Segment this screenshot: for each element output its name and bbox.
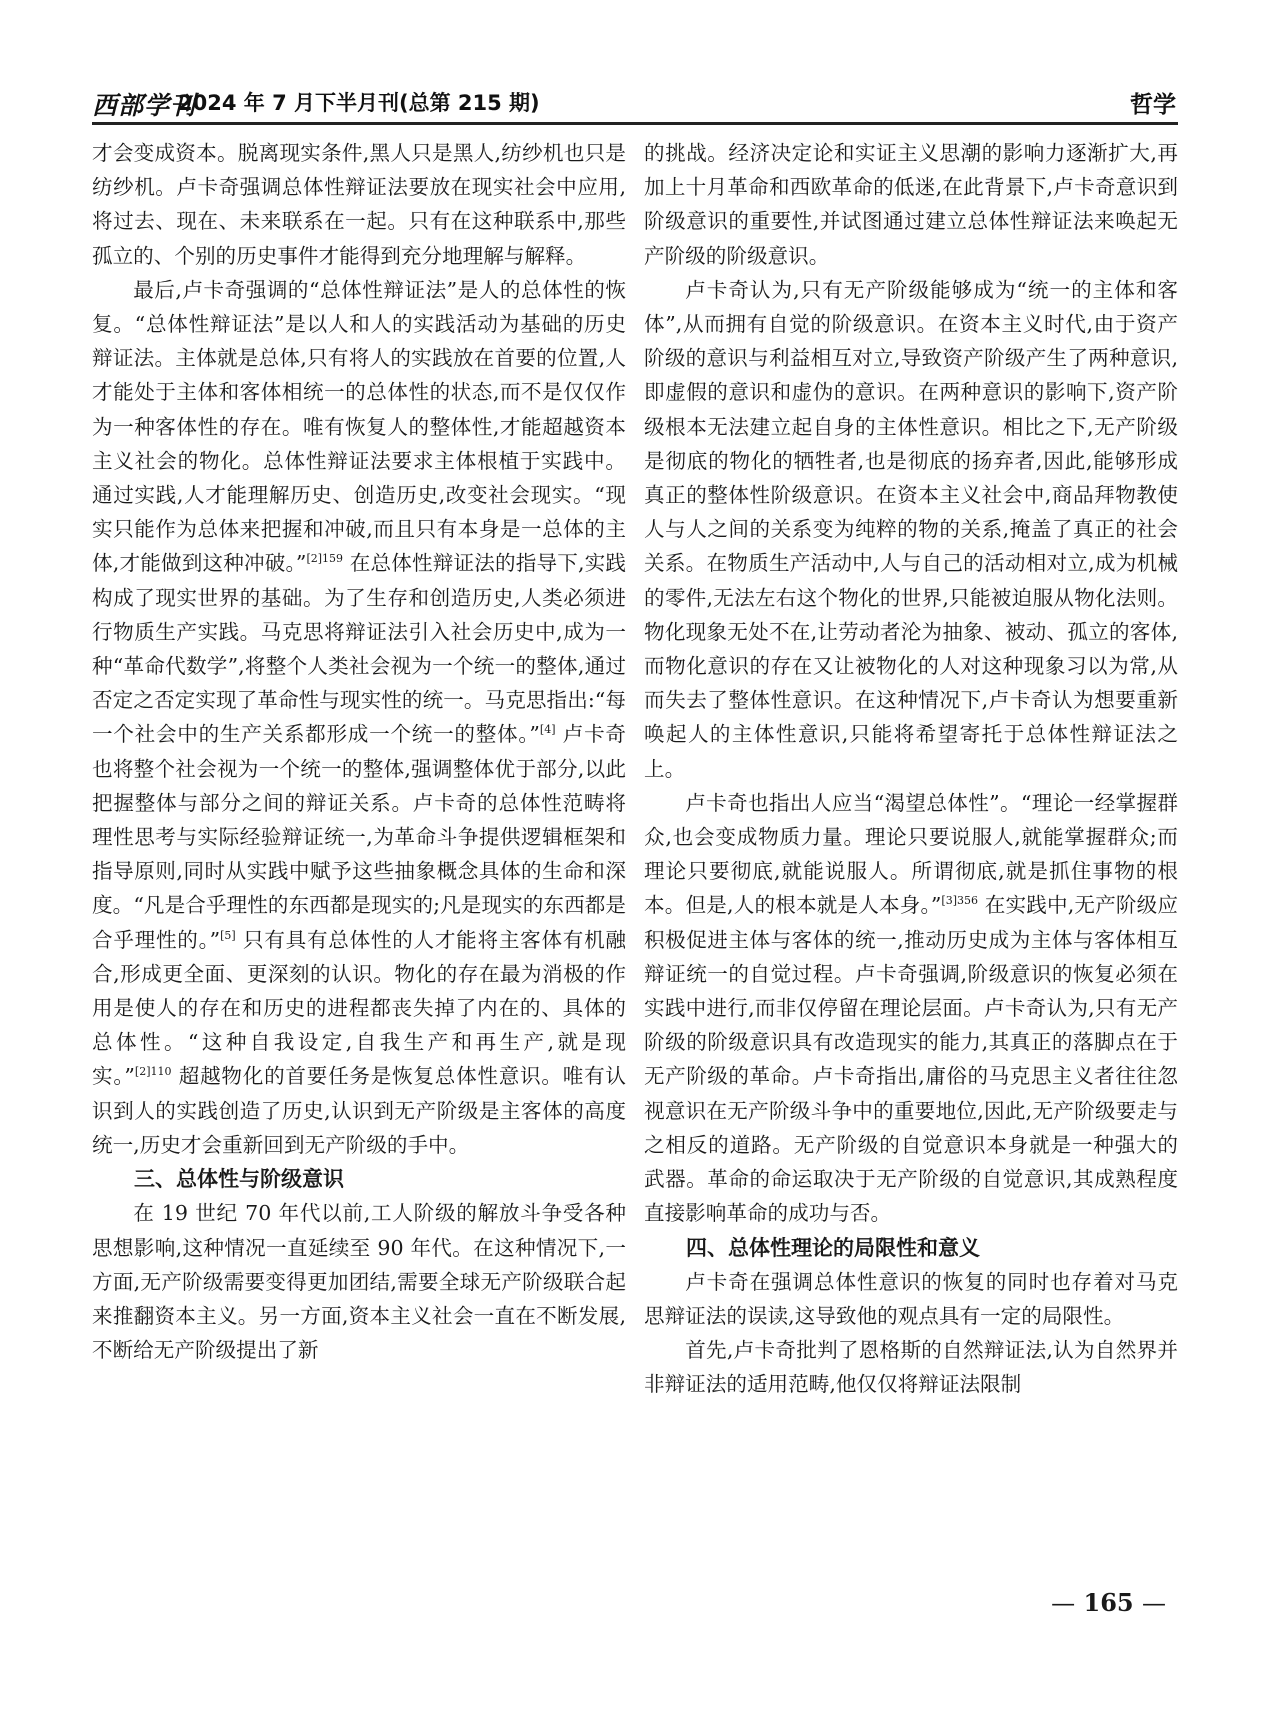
paragraph [644, 786, 1178, 1231]
issue-info: 2024 年 7 月下半月刊(总第 215 期) [178, 91, 540, 115]
journal-logo: 西部学刊 [92, 91, 197, 120]
paragraph: 的挑战。经济决定论和实证主义思潮的影响力逐渐扩大,再加上十月革命和西欧革命的低迷,在此背景下,卢卡奇意识到阶级意识的重要性,并试图通过建立总体性辩证法来唤起无产阶级的阶级意识。 [644, 141, 1178, 268]
paragraph: 才会变成资本。脱离现实条件,黑人只是黑人,纺纱机也只是纺纱机。卢卡奇强调总体性辩证法要放在现实社会中应用,将过去、现在、未来联系在一起。只有在这种联系中,那些孤立的、个别的历史事件才能得到充分地理解与解释。 [92, 141, 626, 268]
header-rule [92, 122, 1178, 125]
paragraph-text: 在实践中,无产阶级应积极促进主体与客体的统一,推动历史成为主体与客体相互辩证统一的自觉过程。卢卡奇强调,阶级意识的恢复必须在实践中进行,而非仅停留在理论层面。卢卡奇认为,只有无产阶级的阶级意识具有改造现实的能力,其真正的落脚点在于无产阶级的革命。卢卡奇指出,庸俗的马克思主义者往往忽视意识在无产阶级斗争中的重要地位,因此,无产阶级要走与之相反的道路。无产阶级的自觉意识本身就是一种强大的武器。革命的命运取决于无产阶级的自觉意识,其成熟程度直接影响革命的成功与否。 [644, 893, 1178, 1226]
citation-ref: [5] [220, 928, 236, 942]
section-heading: 三、总体性与阶级意识 [134, 1167, 344, 1192]
paragraph-text: 卢卡奇也将整个社会视为一个统一的整体,强调整体优于部分,以此把握整体与部分之间的辩证关系。卢卡奇的总体性范畴将理性思考与实际经验辩证统一,为革命斗争提供逻辑框架和指导原则,同时从实践中赋予这些抽象概念具体的生命和深度。“凡是合乎理性的东西都是现实的;凡是现实的东西都是合乎理性的。” [92, 722, 626, 952]
citation-ref: [2]159 [306, 552, 344, 566]
right-column [644, 136, 1178, 1402]
paragraph-text: 最后,卢卡奇强调的“总体性辩证法”是人的总体性的恢复。“总体性辩证法”是以人和人的实践活动为基础的历史辩证法。主体就是总体,只有将人的实践放在首要的位置,人才能处于主体和客体相统一的总体性的状态,而不是仅仅作为一种客体性的存在。唯有恢复人的整体性,才能超越资本主义社会的物化。总体性辩证法要求主体根植于实践中。通过实践,人才能理解历史、创造历史,改变社会现实。“现实只能作为总体来把握和冲破,而且只有本身是一总体的主体,才能做到这种冲破。” [92, 277, 626, 576]
paragraph: 首先,卢卡奇批判了恩格斯的自然辩证法,认为自然界并非辩证法的适用范畴,他仅仅将辩证法限制 [644, 1338, 1178, 1397]
citation-ref: [4] [539, 723, 556, 737]
paragraph-text: 卢卡奇也指出人应当“渴望总体性”。“理论一经掌握群众,也会变成物质力量。理论只要说服人,就能掌握群众;而理论只要彻底,就能说服人。所谓彻底,就是抓住事物的根本。但是,人的根本就是人本身。” [644, 790, 1178, 918]
section-name: 哲学 [1130, 92, 1176, 118]
left-column [92, 136, 626, 1367]
page-number [1051, 1588, 1166, 1617]
paragraph: 卢卡奇认为,只有无产阶级能够成为“统一的主体和客体”,从而拥有自觉的阶级意识。在资本主义时代,由于资产阶级的意识与利益相互对立,导致资产阶级产生了两种意识,即虚假的意识和虚伪的意识。在两种意识的影响下,资产阶级根本无法建立起自身的主体性意识。相比之下,无产阶级是彻底的物化的牺牲者,也是彻底的扬弃者,因此,能够形成真正的整体性阶级意识。在资本主义社会中,商品拜物教使人与人之间的关系变为纯粹的物的关系,掩盖了真正的社会关系。在物质生产活动中,人与自己的活动相对立,成为机械的零件,无法左右这个物化的世界,只能被迫服从物化法则。物化现象无处不在,让劳动者沦为抽象、被动、孤立的客体,而物化意识的存在又让被物化的人对这种现象习以为常,从而失去了整体性意识。在这种情况下,卢卡奇认为想要重新唤起人的主体性意识,只能将希望寄托于总体性辩证法之上。 [644, 277, 1178, 781]
running-header [92, 84, 1178, 120]
paragraph: 卢卡奇在强调总体性意识的恢复的同时也存着对马克思辩证法的误读,这导致他的观点具有一定的局限性。 [644, 1269, 1178, 1328]
paragraph-text: 在总体性辩证法的指导下,实践构成了现实世界的基础。为了生存和创造历史,人类必须进行物质生产实践。马克思将辩证法引入社会历史中,成为一种“革命代数学”,将整个人类社会视为一个统一的整体,通过否定之否定实现了革命性与现实性的统一。马克思指出:“每一个社会中的生产关系都形成一个统一的整体。” [92, 551, 627, 747]
section-heading: 四、总体性理论的局限性和意义 [686, 1235, 980, 1260]
paragraph-text: 超越物化的首要任务是恢复总体性意识。唯有认识到人的实践创造了历史,认识到无产阶级是主客体的高度统一,历史才会重新回到无产阶级的手中。 [92, 1064, 627, 1157]
citation-ref: [3]356 [941, 894, 978, 908]
paragraph: 在 19 世纪 70 年代以前,工人阶级的解放斗争受各种思想影响,这种情况一直延续至 90 年代。在这种情况下,一方面,无产阶级需要变得更加团结,需要全球无产阶级联合起来推翻资本主义。另一方面,资本主义社会一直在不断发展,不断给无产阶级提出了新 [92, 1201, 626, 1363]
page-number-dash: — [1142, 1589, 1166, 1617]
page-number-dash: — [1051, 1589, 1076, 1617]
citation-ref: [2]110 [134, 1065, 172, 1079]
page-number-value: 165 [1083, 1588, 1134, 1617]
paragraph-text: 只有具有总体性的人才能将主客体有机融合,形成更全面、更深刻的认识。物化的存在最为消极的作用是使人的存在和历史的进程都丧失掉了内在的、具体的总体性。“这种自我设定,自我生产和再生产,就是现实。” [92, 927, 626, 1089]
paragraph [92, 273, 626, 1162]
